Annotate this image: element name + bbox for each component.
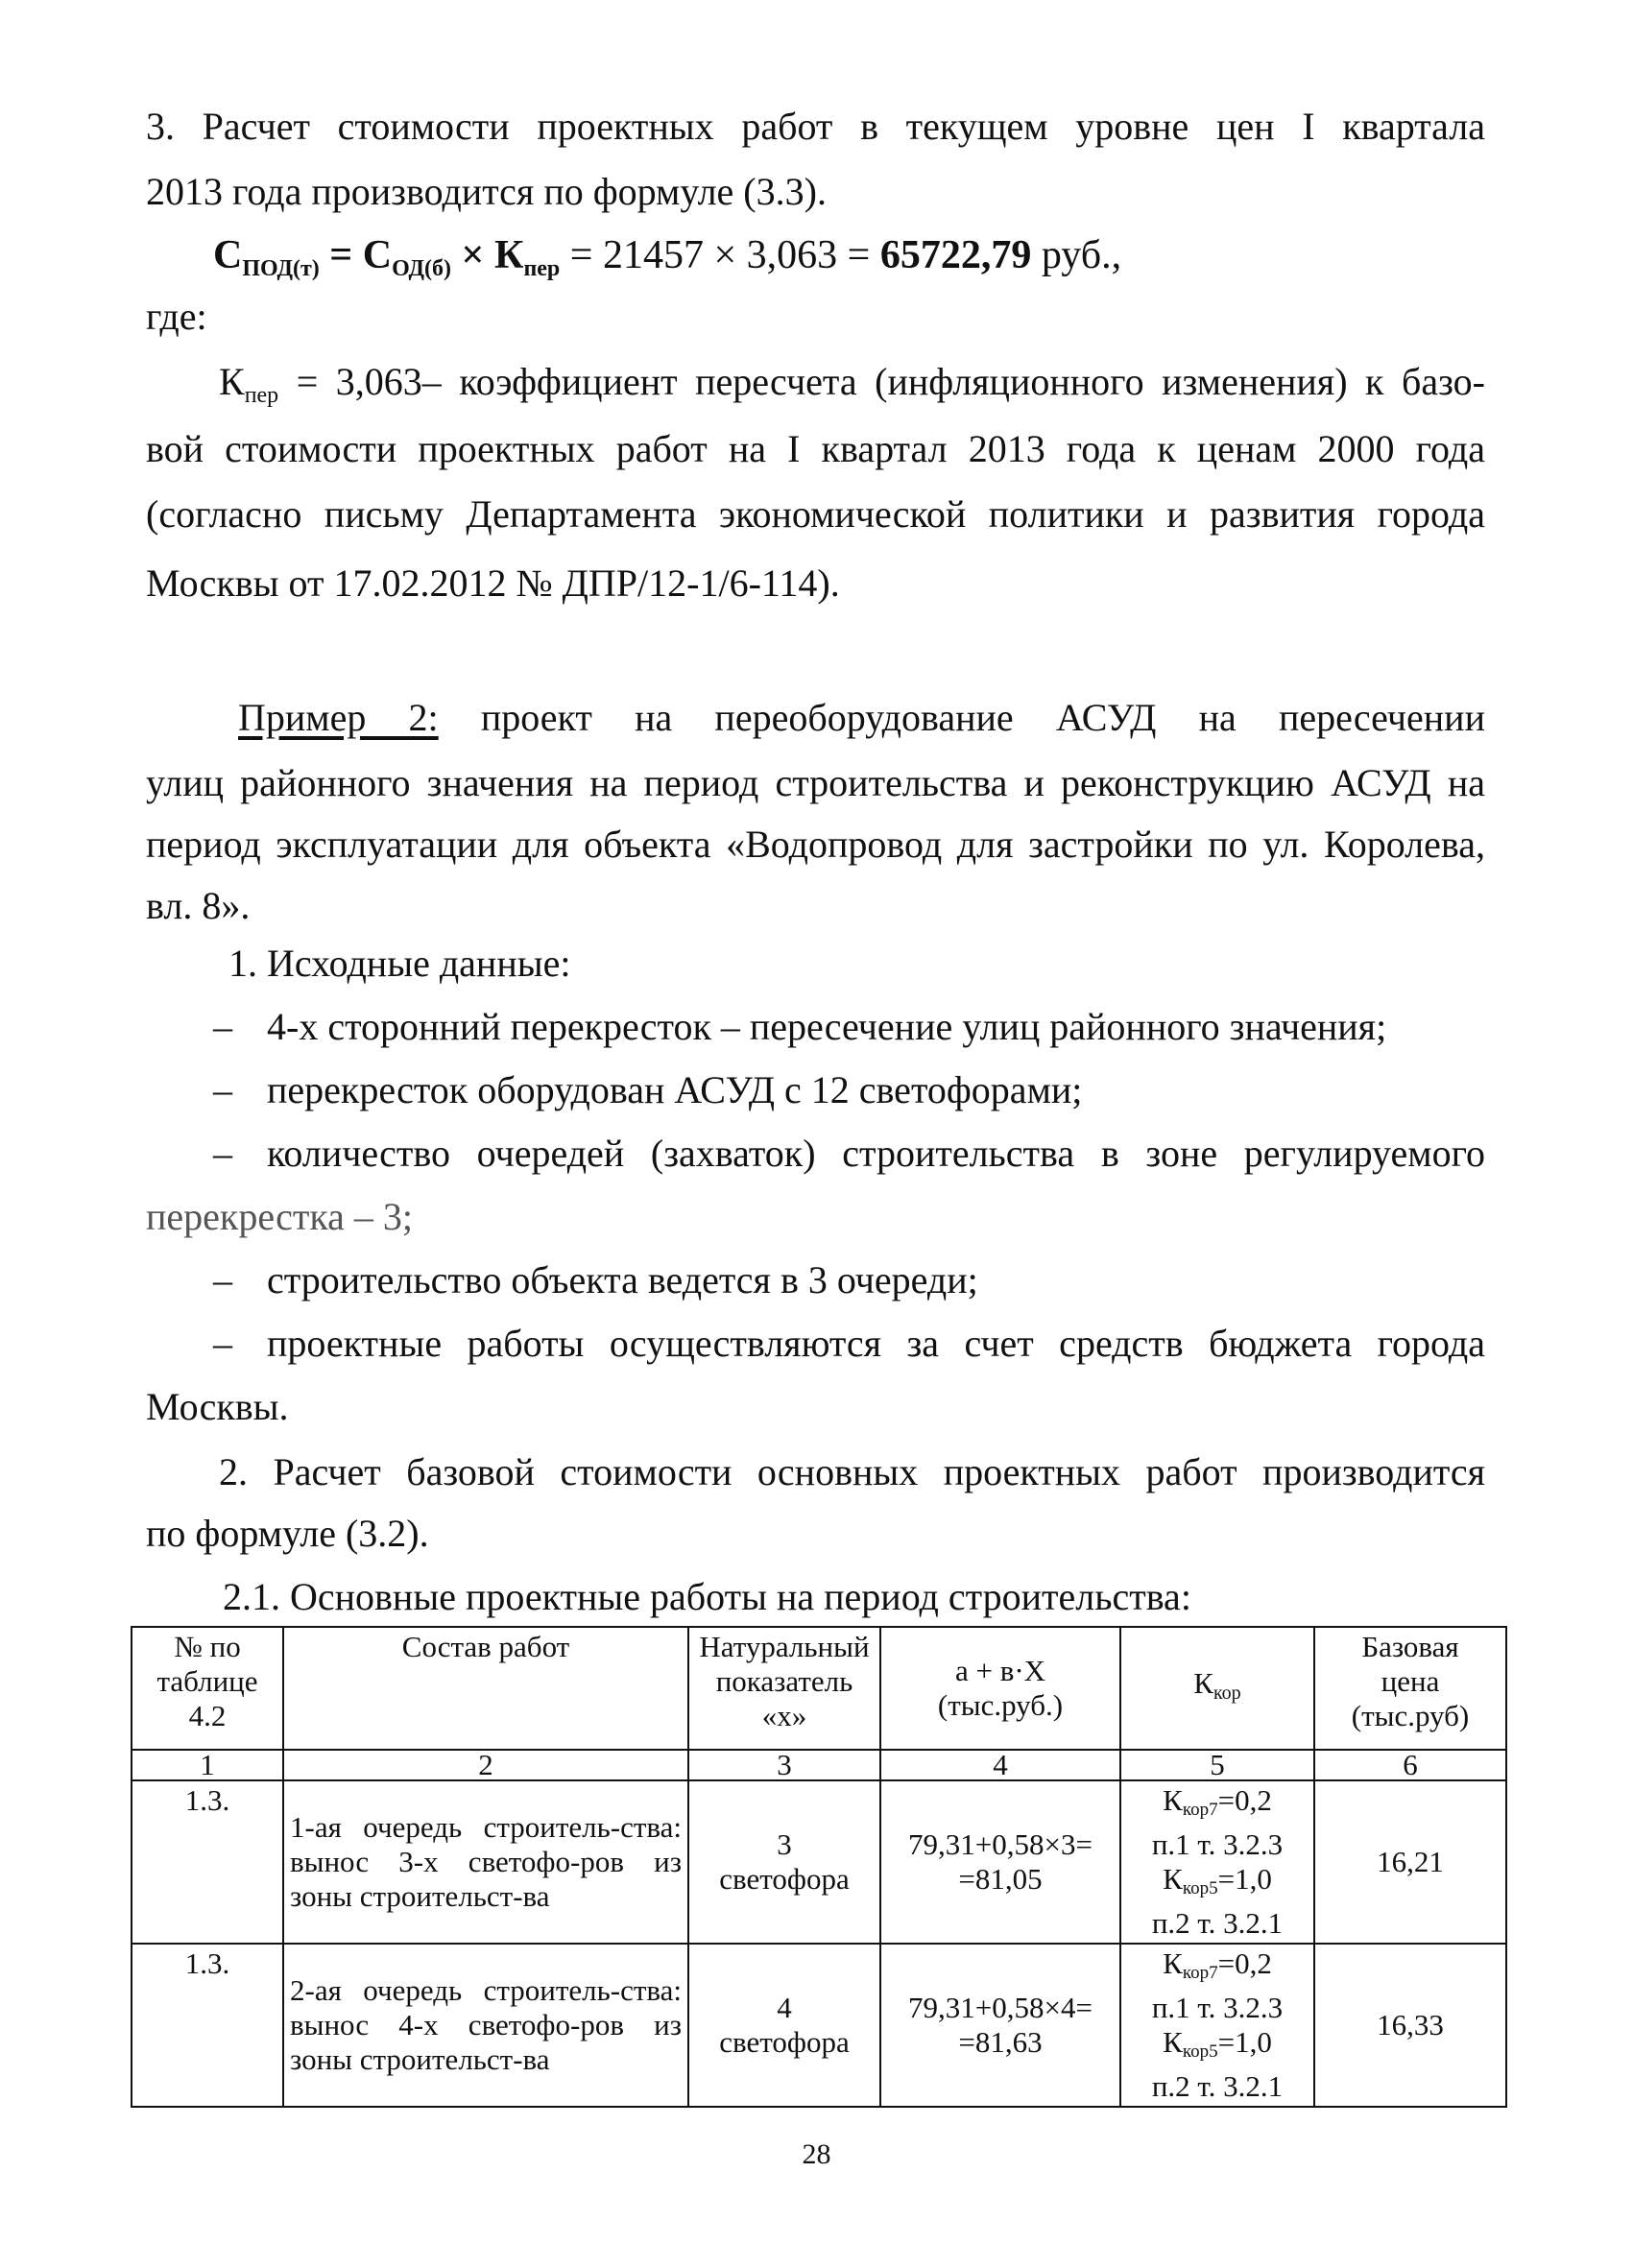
formula-result: 65722,79 [879, 233, 1032, 277]
row-base-price: 16,33 [1314, 1944, 1506, 2107]
formula-lhs: $С_{ПОД(т)}$ [213, 233, 320, 281]
calc3-line1: 3. Расчет стоимости проектных работ в текущем уровне цен I квартала [146, 105, 1485, 148]
where-label: где: [146, 295, 207, 338]
header-table-number: № по таблице 4.2 [132, 1627, 283, 1750]
row-k-correction: $К_{кор7}=0,2$ п.1 т. 3.2.3 $К_{кор5}=1,0$ п.2 т. 3.2.1 [1120, 1780, 1314, 1944]
example2-line3: период эксплуатации для объекта «Водопровод для застройки по ул. Королева, [146, 823, 1485, 866]
column-number: 4 [880, 1750, 1120, 1780]
column-number: 1 [132, 1750, 283, 1780]
row-natural-indicator: 4 светофора [688, 1944, 880, 2107]
row-base-price: 16,21 [1314, 1780, 1506, 1944]
calc3-line2: 2013 года производится по формуле (3.3). [146, 170, 827, 213]
header-base-price: Базовая цена (тыс.руб) [1314, 1627, 1506, 1750]
calc2-line2: по формуле (3.2). [146, 1512, 429, 1555]
row-formula: 79,31+0,58×3= =81,05 [880, 1780, 1120, 1944]
header-natural-indicator: Натуральный показатель «х» [688, 1627, 880, 1750]
column-number-row [132, 1750, 1506, 1780]
row-table-number: 1.3. [132, 1780, 283, 1944]
list-item: – 4-х сторонний перекресток – пересечение улиц районного значения; [213, 1005, 1387, 1048]
row-formula: 79,31+0,58×4= =81,63 [880, 1944, 1120, 2107]
formula-equals: = [319, 233, 363, 277]
list-item: – строительство объекта ведется в 3 очереди; [213, 1258, 978, 1301]
formula-unit: руб., [1031, 233, 1122, 277]
page-number: 28 [802, 2138, 831, 2170]
list-item: – количество очередей (захваток) строительства в зоне регулируемого [213, 1132, 1485, 1175]
header-work-composition: Состав работ [283, 1627, 688, 1750]
example2-line1: Пример 2: проект на переоборудование АСУД на пересечении [238, 696, 1485, 739]
calc2-line1: 2. Расчет базовой стоимости основных проектных работ производится [219, 1450, 1485, 1493]
kper-line1: $К_{пер} = 3,063-$ коэффициент пересчета (инфляционного изменения) к базо- [219, 360, 1485, 408]
row-k-correction: $К_{кор7}=0,2$ п.1 т. 3.2.3 $К_{кор5}=1,0$ п.2 т. 3.2.1 [1120, 1944, 1314, 2107]
kper-line3: (согласно письму Департамента экономической политики и развития города [146, 492, 1485, 536]
list-item: – перекресток оборудован АСУД с 12 светофорами; [213, 1068, 1083, 1111]
list-item: – проектные работы осуществляются за счет средств бюджета города [213, 1322, 1485, 1365]
example2-line2: улиц районного значения на период строительства и реконструкцию АСУД на [146, 761, 1485, 804]
column-number: 2 [283, 1750, 688, 1780]
kper-line2: вой стоимости проектных работ на I квартал 2013 года к ценам 2000 года [146, 427, 1485, 470]
table-row [132, 1780, 1506, 1944]
initial-data-heading: 1. Исходные данные: [228, 942, 571, 985]
formula-times: × [451, 233, 494, 277]
row-table-number: 1.3. [132, 1944, 283, 2107]
column-number: 6 [1314, 1750, 1506, 1780]
formula-k: $К_{пер}$ [493, 233, 561, 281]
works-table [131, 1626, 1507, 2108]
table-row [132, 1944, 1506, 2107]
column-number: 3 [688, 1750, 880, 1780]
formula-rhs1: $С_{ОД(б)}$ [362, 233, 452, 281]
formula-line [213, 232, 1552, 292]
header-k-correction: $К_{кор}$ [1120, 1627, 1314, 1750]
table-header-row [132, 1627, 1506, 1750]
column-number: 5 [1120, 1750, 1314, 1780]
header-formula: а + в·Х (тыс.руб.) [880, 1627, 1120, 1750]
row-work-description: 2-ая очередь строитель-ства: вынос 4-х светофо-ров из зоны строительст-ва [283, 1944, 688, 2107]
row-work-description: 1-ая очередь строитель-ства: вынос 3-х светофо-ров из зоны строительст-ва [283, 1780, 688, 1944]
row-natural-indicator: 3 светофора [688, 1780, 880, 1944]
list-item-continuation: перекрестка – 3; [146, 1195, 414, 1238]
kper-line4: Москвы от 17.02.2012 № ДПР/12-1/6-114). [146, 561, 840, 605]
example2-line4: вл. 8». [146, 884, 251, 927]
list-item-continuation: Москвы. [146, 1385, 289, 1428]
formula-expression: = 21457 × 3,063 = [560, 233, 880, 277]
calc2-subheading: 2.1. Основные проектные работы на период строительства: [223, 1575, 1191, 1618]
